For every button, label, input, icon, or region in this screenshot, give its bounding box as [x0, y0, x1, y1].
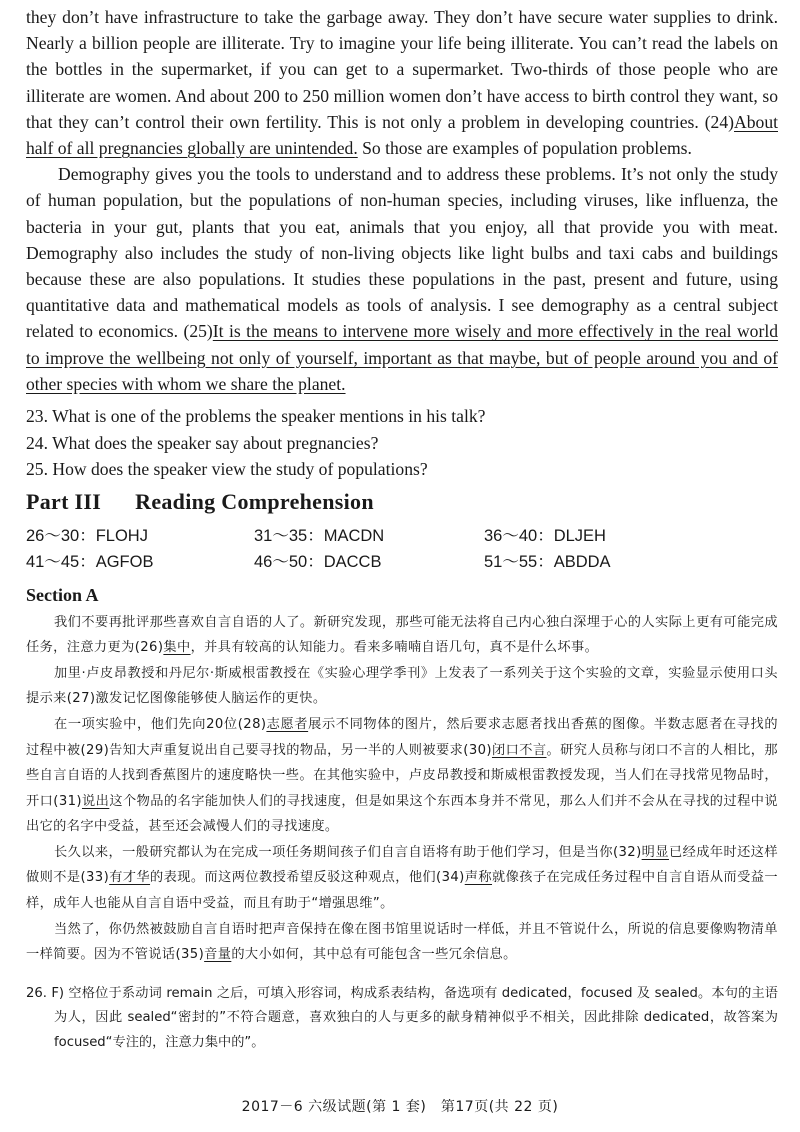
question-item: 25. How does the speaker view the study of populations?: [26, 459, 428, 480]
section-heading: Section A: [26, 584, 99, 605]
part-title: Reading Comprehension: [135, 488, 374, 514]
translation-text: 。研究人员称与闭口不言的人相比，那些自言自语的人找到香蕉图片的速度略快一些。在其他实验中，卢皮昂教授和斯威根雷教授发现，当人们在寻找常见物品时，开口(31): [26, 742, 778, 809]
part-label: Part III: [26, 488, 102, 514]
translation-text: 的表现。而这两位教授希望反驳这种观点，他们(34): [150, 870, 465, 886]
underlined-word: 有才华: [109, 870, 151, 886]
answer-group: 46～50：DACCB: [254, 552, 382, 571]
answer-group: 36～40：DLJEH: [484, 526, 606, 545]
passage-text: So those are examples of population problems.: [357, 138, 692, 159]
underlined-word: 集中: [163, 640, 191, 656]
answer-group: 51～55：ABDDA: [484, 552, 611, 571]
page-footer: 2017－6 六级试题(第 1 套) 第17页(共 22 页): [241, 1099, 559, 1115]
translation-text: 的大小如何，其中总有可能包含一些冗余信息。: [231, 947, 517, 963]
translation-paragraph-3: [26, 712, 778, 840]
underlined-answer-24: About half of all pregnancies globally are unintended.: [26, 111, 778, 159]
question-item: 24. What does the speaker say about pregnancies?: [26, 432, 379, 453]
underlined-word: 志愿者: [266, 716, 309, 732]
question-item: 23. What is one of the problems the speaker mentions in his talk?: [26, 406, 486, 427]
translation-text: 在一项实验中，他们先向20位(28): [54, 716, 267, 732]
translation-paragraph-1: [26, 610, 778, 661]
answer-group: 31～35：MACDN: [254, 526, 385, 545]
underlined-word: 声称: [464, 870, 493, 886]
translation-paragraph-5: [26, 917, 778, 968]
translation-text: 长久以来，一般研究都认为在完成一项任务期间孩子们自言自语将有助于他们学习，但是当你(32): [54, 844, 642, 860]
part-heading: [26, 489, 778, 515]
underlined-word: 闭口不言: [491, 742, 547, 758]
translation-text: ，并具有较高的认知能力。看来多喃喃自语几句，真不是什么坏事。: [190, 640, 599, 656]
translation-paragraph-4: [26, 840, 778, 917]
passage-paragraph-2: [26, 161, 778, 397]
underlined-word: 说出: [81, 793, 110, 809]
translation-text: 就像孩子在完成任务过程中自言自语从而受益一样，成年人也能从自言自语中受益，而且有助于“增强思维”。: [26, 870, 778, 912]
answer-key: [26, 523, 778, 575]
answer-group: 41～45：AGFOB: [26, 552, 154, 571]
page-content: [26, 0, 778, 1055]
translation-text: 这个物品的名字能加快人们的寻找速度，但是如果这个东西本身并不常见，那么人们并不会从在寻找的过程中说出它的名字中受益，甚至还会减慢人们的寻找速度。: [26, 793, 778, 835]
answer-group: 26～30：FLOHJ: [26, 526, 148, 545]
passage-text: Demography gives you the tools to understand and to address these problems. It’s not only the study of human population, but the populations of non-human species, including viruses, like influenza, the bacteria in your gut, plants that you eat, animals that you enjoy, all that provide you with meat. Demography also includes the study of non-living objects like light bulbs and taxi cabs and buildings because these are also populations. It studies these populations in the past, present and future, using quantitative data and mathematical models as tools of analysis. I see demography as a central subject related to economics. (25): [26, 164, 778, 342]
translation-text: 加里·卢皮昂教授和丹尼尔·斯威根雷教授在《实验心理学季刊》上发表了一系列关于这个实验的文章，实验显示使用口头提示来(27)激发记忆图像能够使人脑运作的更快。: [26, 665, 778, 707]
underlined-answer-25: It is the means to intervene more wisely and more effectively in the real world to improve the wellbeing not only of yourself, important as that maybe, but of people around you and of other species with whom we share the planet.: [26, 321, 779, 394]
underlined-word: 明显: [641, 844, 669, 860]
translation-text: 展示不同物体的图片，然后要求志愿者找出香蕉的图像。半数志愿者在寻找的过程中被(29)告知大声重复说出自己要寻找的物品，另一半的人则被要求(30): [26, 716, 778, 758]
passage-text: they don’t have infrastructure to take the garbage away. They don’t have secure water supplies to drink. Nearly a billion people are illiterate. Try to imagine your life being illiterate. You can’t read the labels on the bottles in the supermarket, if you can get to a supermarket. Two-thirds of those people who are illiterate are women. And about 200 to 250 million women don’t have access to birth control they want, so that they can’t control their own fertility. This is not only a problem in developing countries. (24): [26, 7, 778, 132]
translation-paragraph-2: [26, 661, 778, 712]
question-list: [26, 403, 778, 483]
translation-text: 已经成年时还这样做则不是(33): [26, 844, 778, 886]
underlined-word: 音量: [204, 947, 232, 963]
passage-paragraph-1: [26, 4, 778, 161]
translation-text: 当然了，你仍然被鼓励自言自语时把声音保持在像在图书馆里说话时一样低，并且不管说什么，所说的信息要像购物清单一样简要。因为不管说话(35): [26, 921, 778, 963]
answer-explanation: 26. F) 空格位于系动词 remain 之后，可填入形容词，构成系表结构，备选项有 dedicated，focused 及 sealed。本句的主语为人，因此 sealed“密封的”不符合题意，喜欢独白的人与更多的献身精神似乎不相关，因此排除 dedicated，故答案为 focused“专注的，注意力集中的”。: [26, 985, 778, 1050]
translation-text: 我们不要再批评那些喜欢自言自语的人了。新研究发现，那些可能无法将自己内心独白深埋于心的人实际上更有可能完成任务，注意力更为(26): [26, 614, 778, 656]
